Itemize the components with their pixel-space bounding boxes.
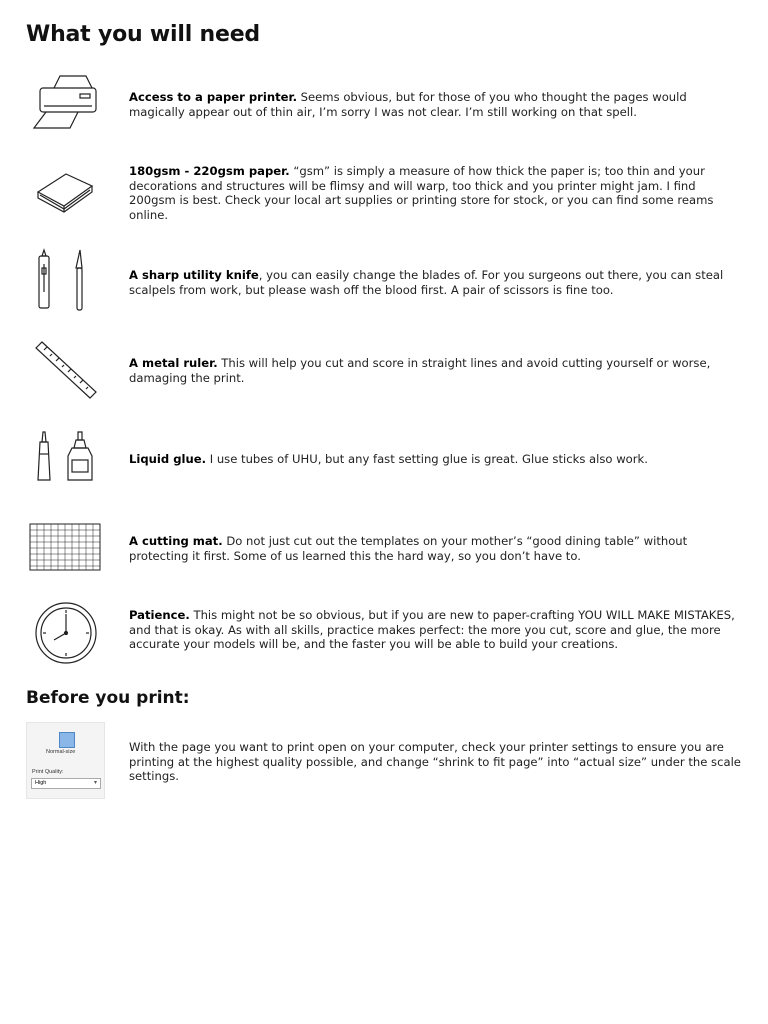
item-text: Patience. This might not be so obvious, but if you are new to paper-crafting YOU WILL MAKE MISTAKES, and that is okay. As with all skills, practice makes perfect: the more you cut, score and glue, the more accurate your models will be, and the faster you will be able to build your creations.	[129, 608, 735, 652]
list-item	[26, 520, 746, 580]
glue-icon	[26, 430, 106, 490]
item-text: Access to a paper printer. Seems obvious, but for those of you who thought the pages would magically appear out of thin air, I’m sorry I was not clear. I’m still working on that spell.	[129, 90, 687, 119]
list-item	[26, 600, 746, 666]
list-item	[26, 160, 746, 220]
clock-icon	[26, 600, 106, 666]
section-heading: Before you print:	[26, 688, 190, 708]
list-item	[26, 72, 746, 132]
item-text: A metal ruler. This will help you cut and score in straight lines and avoid cutting yourself or worse, damaging the print.	[129, 356, 711, 385]
paper-stack-icon	[26, 160, 106, 220]
chevron-down-icon: ▾	[93, 779, 97, 786]
page-size-icon	[59, 732, 75, 748]
item-text: A cutting mat. Do not just cut out the templates on your mother’s “good dining table” without protecting it first. Some of us learned this the hard way, so you don’t have to.	[129, 534, 688, 563]
item-text: 180gsm - 220gsm paper. “gsm” is simply a measure of how thick the paper is; too thin and your decorations and structures will be flimsy and will warp, too thick and you printer might jam. I find 200gsm is best. Check your local art supplies or printing store for stock, or you can find some reams online.	[129, 164, 714, 222]
ruler-icon	[26, 340, 106, 400]
page-title: What you will need	[26, 22, 260, 47]
item-text: Liquid glue. I use tubes of UHU, but any fast setting glue is great. Glue sticks also work.	[129, 452, 648, 466]
cutting-mat-icon	[26, 520, 106, 580]
utility-knife-icon	[26, 248, 106, 312]
printer-icon	[26, 72, 106, 132]
list-item	[26, 340, 746, 400]
quality-select	[31, 778, 101, 789]
quality-value: High	[35, 780, 47, 786]
item-text: With the page you want to print open on your computer, check your printer settings to ensure you are printing at the highest quality possible, and change “shrink to fit page” into “actual size” under the scale settings.	[129, 740, 741, 784]
list-item	[26, 248, 746, 312]
quality-label: Print Quality:	[32, 769, 64, 775]
item-text: A sharp utility knife, you can easily change the blades of. For you surgeons out there, you can steal scalpels from work, but please wash off the blood first. A pair of scissors is fine too.	[129, 268, 724, 297]
before-print-item	[26, 722, 746, 802]
list-item	[26, 430, 746, 490]
size-label: Normal-size	[46, 749, 76, 755]
print-settings-screenshot	[26, 722, 105, 799]
